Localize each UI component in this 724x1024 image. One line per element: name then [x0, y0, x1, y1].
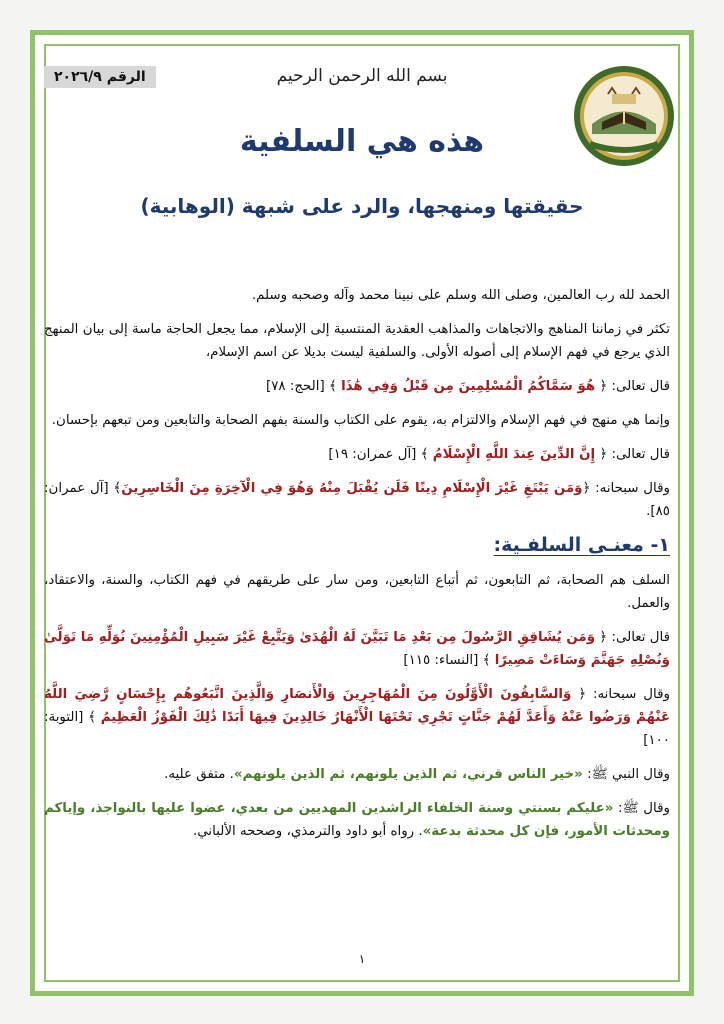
page-subtitle: حقيقتها ومنهجها، والرد على شبهة (الوهابية) — [140, 194, 584, 218]
quran-citation: وقال سبحانه: ﴿وَمَن يَبْتَغِ غَيْرَ الْإِسْلَامِ دِينًا فَلَن يُقْبَلَ مِنْهُ وَهُوَ فِي الْآخِرَةِ مِنَ الْخَاسِرِينَ﴾ [آل عمران: ٨٥]. — [44, 481, 670, 519]
quran-citation: قال تعالى: ﴿ هُوَ سَمَّاكُمُ الْمُسْلِمِينَ مِن قَبْلُ وَفِي هَٰذَا ﴾ [الحج: ٧٨] — [265, 379, 670, 394]
basmala: بسم الله الرحمن الرحيم — [276, 66, 448, 86]
reference-number: الرقم ٢٠٢٦/٩ — [44, 66, 156, 88]
hadith-citation: وقال النبي ﷺ: «خير الناس قرني، ثم الذين يلونهم، ثم الذين يلونهم». متفق عليه. — [164, 767, 670, 782]
hadith-text: «خير الناس قرني، ثم الذين يلونهم، ثم الذين يلونهم» — [233, 767, 583, 782]
quran-citation: قال تعالى: ﴿ وَمَن يُشَاقِقِ الرَّسُولَ مِن بَعْدِ مَا تَبَيَّنَ لَهُ الْهُدَىٰ وَيَتَّبِعْ غَيْرَ سَبِيلِ الْمُؤْمِنِينَ نُوَلِّهِ مَا تَوَلَّىٰ وَنُصْلِهِ جَهَنَّمَ وَسَاءَتْ مَصِيرًا ﴾ [النساء: ١١٥] — [44, 630, 670, 668]
hadith-citation: وقال ﷺ: «عليكم بسنتي وسنة الخلفاء الراشدين المهديين من بعدي، عضوا عليها بالنواجذ، وإياكم ومحدثات الأمور، فإن كل محدثة بدعة». رواه أبو داود والترمذي، وصححه الألباني. — [44, 801, 670, 839]
quran-verse: إِنَّ الدِّينَ عِندَ اللَّهِ الْإِسْلَامُ — [432, 447, 596, 462]
quran-verse: هُوَ سَمَّاكُمُ الْمُسْلِمِينَ مِن قَبْلُ وَفِي هَٰذَا — [341, 379, 596, 394]
paragraph-definition: وإنما هي منهج في فهم الإسلام والالتزام به، يقوم على الكتاب والسنة بفهم الصحابة والتابعين ومن تبعهم بإحسان. — [51, 413, 670, 428]
quran-verse: وَالسَّابِقُونَ الْأَوَّلُونَ مِنَ الْمُهَاجِرِينَ وَالْأَنصَارِ وَالَّذِينَ اتَّبَعُوهُم بِإِحْسَانٍ رَّضِيَ اللَّهُ عَنْهُمْ وَرَضُوا عَنْهُ وَأَعَدَّ لَهُمْ جَنَّاتٍ تَجْرِي تَحْتَهَا الْأَنْهَارُ خَالِدِينَ فِيهَا أَبَدًا ذَٰلِكَ الْفَوْزُ الْعَظِيمُ — [44, 687, 670, 725]
quran-verse: وَمَن يَبْتَغِ غَيْرَ الْإِسْلَامِ دِينًا فَلَن يُقْبَلَ مِنْهُ وَهُوَ فِي الْآخِرَةِ مِنَ الْخَاسِرِينَ — [121, 481, 583, 496]
quran-citation: قال تعالى: ﴿ إِنَّ الدِّينَ عِندَ اللَّهِ الْإِسْلَامُ ﴾ [آل عمران: ١٩] — [328, 447, 670, 462]
page-title: هذه هي السلفية — [239, 124, 485, 159]
hadith-text: «عليكم بسنتي وسنة الخلفاء الراشدين المهديين من بعدي، عضوا عليها بالنواجذ، وإياكم ومحدثات الأمور، فإن كل محدثة بدعة» — [44, 801, 670, 839]
page-number: ١ — [358, 952, 366, 966]
section-heading: ١- معنـى السلفـية: — [493, 534, 670, 556]
paragraph-salaf: السلف هم الصحابة، ثم التابعون، ثم أتباع التابعين، ومن سار على طريقهم في فهم الكتاب، والسنة، والاعتقاد، والعمل. — [44, 573, 670, 611]
paragraph-context: تكثر في زماننا المناهج والاتجاهات والمذاهب العقدية المنتسبة إلى الإسلام، مما يجعل الحاجة ماسة إلى بيان المنهج الذي يرجع في فهم الإسلام إلى أصوله الأولى. والسلفية ليست بديلا عن اسم الإسلام، — [44, 322, 670, 360]
quran-citation: وقال سبحانه: ﴿ وَالسَّابِقُونَ الْأَوَّلُونَ مِنَ الْمُهَاجِرِينَ وَالْأَنصَارِ وَالَّذِينَ اتَّبَعُوهُم بِإِحْسَانٍ رَّضِيَ اللَّهُ عَنْهُمْ وَرَضُوا عَنْهُ وَأَعَدَّ لَهُمْ جَنَّاتٍ تَجْرِي تَحْتَهَا الْأَنْهَارُ خَالِدِينَ فِيهَا أَبَدًا ذَٰلِكَ الْفَوْزُ الْعَظِيمُ ﴾ [التوبة: ١٠٠] — [44, 687, 670, 748]
document-page — [44, 44, 680, 980]
document-body — [44, 284, 670, 854]
paragraph-intro: الحمد لله رب العالمين، وصلى الله وسلم على نبينا محمد وآله وصحبه وسلم. — [251, 288, 670, 303]
quran-verse: وَمَن يُشَاقِقِ الرَّسُولَ مِن بَعْدِ مَا تَبَيَّنَ لَهُ الْهُدَىٰ وَيَتَّبِعْ غَيْرَ سَبِيلِ الْمُؤْمِنِينَ نُوَلِّهِ مَا تَوَلَّىٰ وَنُصْلِهِ جَهَنَّمَ وَسَاءَتْ مَصِيرًا — [44, 630, 670, 668]
